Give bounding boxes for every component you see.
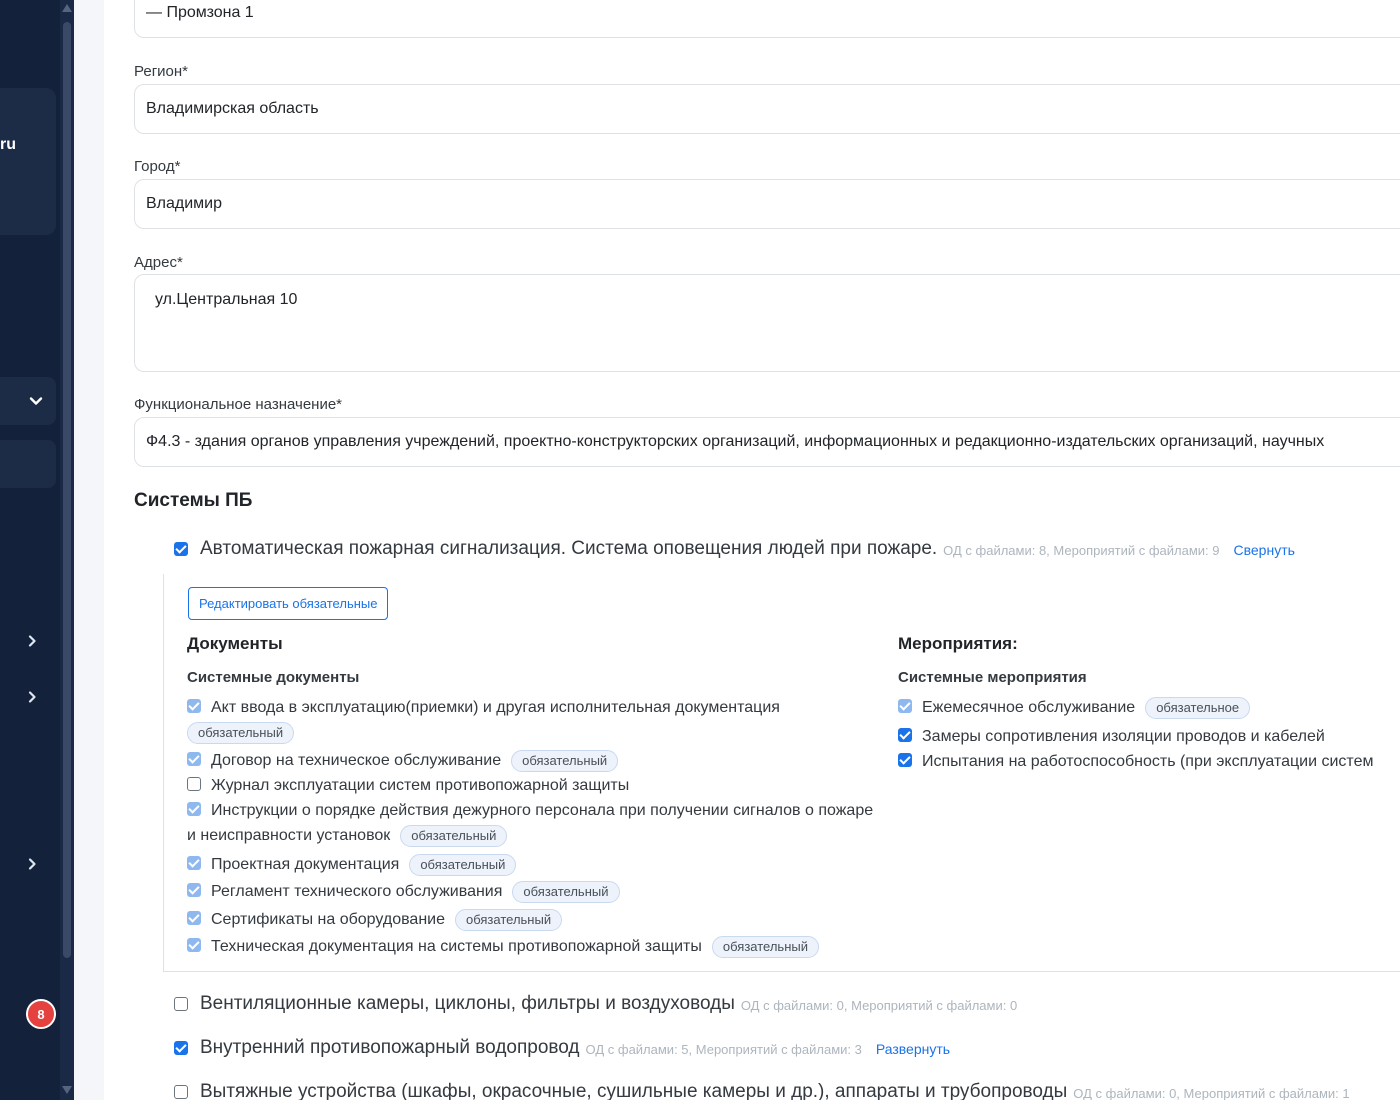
region-field[interactable] [134, 84, 1400, 134]
system-name: Внутренний противопожарный водопровод [200, 1037, 580, 1058]
region-value: Владимирская область [146, 100, 319, 117]
notification-badge[interactable]: 8 [26, 999, 56, 1029]
systems-title: Системы ПБ [134, 490, 253, 511]
required-badge: обязательный [455, 909, 562, 931]
document-item [187, 907, 562, 932]
sidebar-scrollbar[interactable] [60, 0, 74, 1100]
city-value: Владимир [146, 195, 223, 212]
sidebar-domain-text: ru [0, 136, 16, 153]
address-label: Адрес* [134, 254, 183, 271]
zone-value: — Промзона 1 [146, 4, 254, 21]
document-checkbox[interactable] [187, 938, 201, 952]
document-item [187, 748, 618, 773]
edit-required-button[interactable]: Редактировать обязательные [188, 587, 388, 620]
function-select[interactable] [134, 417, 1400, 467]
event-label: Испытания на работоспособность (при эксплуатации систем [922, 753, 1374, 770]
collapse-link[interactable]: Свернуть [1233, 542, 1295, 558]
event-item [898, 724, 1325, 749]
system-row [174, 1037, 950, 1059]
document-item [187, 798, 877, 848]
document-label: Инструкции о порядке действия дежурного персонала при получении сигналов о пожаре и неисправности установок [187, 802, 874, 844]
document-label: Акт ввода в эксплуатацию(приемки) и другая исполнительная документация [211, 699, 780, 716]
function-value: Ф4.3 - здания органов управления учреждений, проектно-конструкторских организаций, информационных и редакционно-издательских организаций, научных [146, 433, 1325, 450]
document-label: Техническая документация на системы противопожарной защиты [211, 938, 702, 955]
event-label: Замеры сопротивления изоляции проводов и кабелей [922, 728, 1325, 745]
document-checkbox[interactable] [187, 752, 201, 766]
sidebar-item-expanded[interactable] [0, 377, 56, 425]
sidebar [0, 0, 74, 1100]
system-checkbox[interactable] [174, 542, 188, 556]
document-label: Журнал эксплуатации систем противопожарной защиты [211, 777, 630, 794]
scroll-up-arrow-icon[interactable] [62, 4, 72, 12]
zone-field[interactable] [134, 0, 1400, 38]
city-label: Город* [134, 158, 181, 175]
events-subtitle: Системные мероприятия [898, 669, 1087, 686]
expand-link[interactable]: Развернуть [875, 1041, 951, 1057]
document-checkbox[interactable] [187, 777, 201, 791]
system-row [174, 538, 1295, 560]
system-meta: ОД с файлами: 8, Мероприятий с файлами: 9 [943, 543, 1220, 558]
sidebar-account-card[interactable] [0, 88, 56, 235]
required-badge: обязательный [511, 750, 618, 772]
documents-subtitle: Системные документы [187, 669, 360, 686]
document-item [187, 879, 620, 904]
document-label: Регламент технического обслуживания [211, 883, 503, 900]
city-field[interactable] [134, 179, 1400, 229]
document-checkbox[interactable] [187, 856, 201, 870]
system-row [174, 1081, 1350, 1100]
chevron-right-icon[interactable] [24, 633, 40, 649]
system-checkbox[interactable] [174, 997, 188, 1011]
address-value: ул.Центральная 10 [155, 291, 298, 308]
system-meta: ОД с файлами: 5, Мероприятий с файлами: 3 [585, 1042, 862, 1057]
events-title: Мероприятия: [898, 634, 1018, 653]
required-badge: обязательный [400, 825, 507, 847]
system-meta: ОД с файлами: 0, Мероприятий с файлами: 1 [1073, 1086, 1350, 1100]
system-checkbox[interactable] [174, 1041, 188, 1055]
document-label: Проектная документация [211, 856, 400, 873]
document-item [187, 773, 629, 798]
required-badge: обязательный [712, 936, 819, 958]
document-item [187, 695, 867, 745]
documents-title: Документы [187, 634, 283, 653]
required-badge: обязательное [1145, 697, 1250, 719]
chevron-down-icon [28, 393, 44, 409]
system-row [174, 993, 1017, 1015]
address-textarea[interactable] [134, 274, 1400, 372]
event-label: Ежемесячное обслуживание [922, 699, 1136, 716]
function-label: Функциональное назначение* [134, 396, 343, 413]
document-label: Сертификаты на оборудование [211, 911, 445, 928]
scrollbar-thumb[interactable] [63, 22, 71, 958]
system-name: Автоматическая пожарная сигнализация. Система оповещения людей при пожаре. [200, 538, 938, 559]
document-checkbox[interactable] [187, 911, 201, 925]
document-checkbox[interactable] [187, 802, 201, 816]
required-badge: обязательный [409, 854, 516, 876]
sidebar-item-active[interactable] [0, 440, 56, 488]
document-checkbox[interactable] [187, 699, 201, 713]
system-details-panel [163, 574, 1400, 972]
object-form [104, 0, 1400, 1100]
required-badge: обязательный [512, 881, 619, 903]
system-name: Вытяжные устройства (шкафы, окрасочные, сушильные камеры и др.), аппараты и трубопроводы [200, 1081, 1068, 1100]
event-item [898, 749, 1373, 774]
region-label: Регион* [134, 63, 189, 80]
document-checkbox[interactable] [187, 883, 201, 897]
chevron-right-icon[interactable] [24, 856, 40, 872]
scroll-down-arrow-icon[interactable] [62, 1086, 72, 1094]
document-item [187, 852, 516, 877]
system-name: Вентиляционные камеры, циклоны, фильтры и воздуховоды [200, 993, 735, 1014]
required-badge: обязательный [187, 722, 294, 744]
event-checkbox[interactable] [898, 753, 912, 767]
system-checkbox[interactable] [174, 1085, 188, 1099]
event-checkbox[interactable] [898, 728, 912, 742]
chevron-right-icon[interactable] [24, 689, 40, 705]
event-checkbox[interactable] [898, 699, 912, 713]
document-label: Договор на техническое обслуживание [211, 752, 502, 769]
event-item [898, 695, 1250, 720]
document-item [187, 934, 819, 959]
system-meta: ОД с файлами: 0, Мероприятий с файлами: 0 [740, 998, 1018, 1013]
